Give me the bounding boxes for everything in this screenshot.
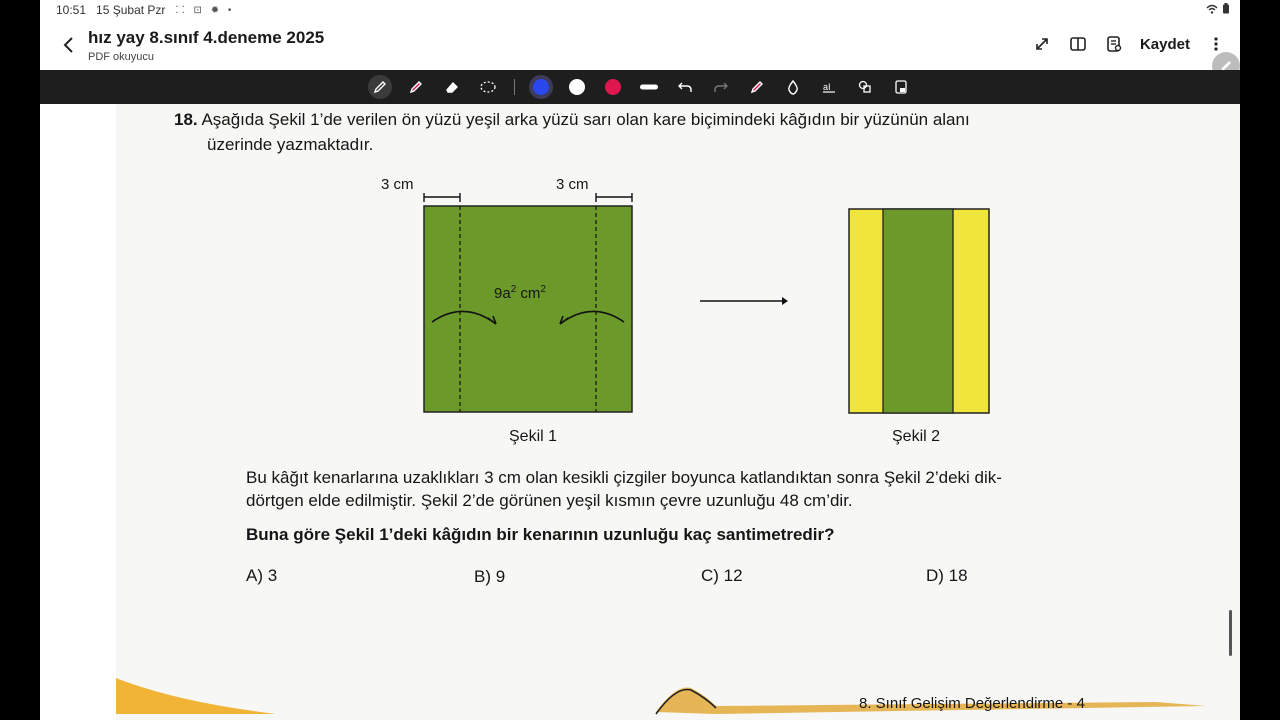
- area-unit-exponent: 2: [540, 284, 546, 295]
- color-swatch-red: [605, 79, 621, 95]
- choice-c[interactable]: C) 12: [701, 566, 743, 585]
- toolbar-divider: [514, 79, 515, 95]
- edit-document-button[interactable]: [1104, 33, 1124, 55]
- question-intro-line2: üzerinde yazmaktadır.: [207, 135, 374, 154]
- app-actions: [1032, 33, 1226, 55]
- choice-b[interactable]: B) 9: [474, 567, 506, 586]
- scrollbar-thumb[interactable]: [1229, 610, 1232, 656]
- svg-text:aI: aI: [822, 82, 831, 92]
- shapes-icon: [857, 79, 873, 95]
- pen-icon: [372, 79, 388, 95]
- color-red[interactable]: [601, 75, 625, 99]
- document-edit-icon: [1106, 35, 1122, 53]
- tool-lasso[interactable]: [476, 75, 500, 99]
- visible-green-part: [883, 209, 953, 413]
- color-blue[interactable]: [529, 75, 553, 99]
- pdf-page: [116, 104, 1240, 720]
- stroke-width-icon: [639, 83, 659, 91]
- text-tool-button[interactable]: [817, 75, 841, 99]
- color-swatch-white: [569, 79, 585, 95]
- question-prompt: Buna göre Şekil 1’deki kâğıdın bir kenarının uzunluğu kaç santimetredir?: [246, 525, 835, 544]
- redo-button[interactable]: [709, 75, 733, 99]
- undo-icon: [677, 80, 693, 94]
- figure-1-label: Şekil 1: [509, 428, 558, 445]
- stroke-width-button[interactable]: [637, 75, 661, 99]
- eraser-icon: [444, 79, 460, 95]
- question-intro-line1: Aşağıda Şekil 1’de verilen ön yüzü yeşil arka yüzü sarı olan kare biçimindeki kâğıdın bir yüzünün alanı: [201, 110, 970, 129]
- app-subtitle: PDF okuyucu: [88, 51, 155, 63]
- drop-icon: [786, 79, 800, 95]
- question-number: 18.: [174, 110, 198, 129]
- tool-highlighter[interactable]: [404, 75, 428, 99]
- document-title: hız yay 8.sınıf 4.deneme 2025: [88, 28, 325, 47]
- status-time: 10:51: [56, 3, 87, 17]
- drawing-toolbar: [40, 70, 1240, 104]
- pen-color-icon: [749, 79, 765, 95]
- battery-icon: [1222, 3, 1230, 14]
- undo-button[interactable]: [673, 75, 697, 99]
- color-swatch-blue: [533, 79, 549, 95]
- figure-2: [847, 207, 991, 415]
- expand-icon: [1034, 36, 1050, 52]
- area-exponent: 2: [510, 284, 517, 295]
- question-body-line2: dörtgen elde edilmiştir. Şekil 2’de görünen yeşil kısmın çevre uzunluğu 48 cm’dir.: [246, 491, 853, 510]
- area-unit: cm: [516, 285, 541, 302]
- shapes-button[interactable]: [853, 75, 877, 99]
- choice-d[interactable]: D) 18: [926, 566, 968, 585]
- figure-1: [380, 192, 640, 424]
- area-label: [494, 284, 546, 302]
- question-intro: [174, 110, 1184, 130]
- status-bar: [40, 0, 1240, 20]
- status-date: 15 Şubat Pzr: [96, 3, 166, 17]
- save-button[interactable]: Kaydet: [1139, 35, 1190, 53]
- tablet-screen: [40, 0, 1240, 720]
- wifi-icon: [1206, 4, 1218, 14]
- status-notification-icons: ⁚⁚ ⊡ ✹ •: [175, 4, 235, 16]
- transform-arrow: [698, 294, 790, 308]
- area-value: 9a: [494, 285, 511, 302]
- highlighter-icon: [408, 79, 424, 95]
- pen-settings-button[interactable]: [745, 75, 769, 99]
- text-icon: [821, 79, 837, 95]
- question-body-line1: Bu kâğıt kenarlarına uzaklıkları 3 cm olan kesikli çizgiler boyunca katlandıktan sonra Şekil 2’deki dik-: [246, 468, 1002, 487]
- back-button[interactable]: [58, 34, 78, 56]
- color-white[interactable]: [565, 75, 589, 99]
- lock-document-icon: [893, 79, 909, 95]
- footer-page-label: 8. Sınıf Gelişim Değerlendirme - 4: [859, 695, 1085, 712]
- app-bar: [40, 20, 1240, 70]
- dimension-right-label: 3 cm: [556, 176, 589, 193]
- more-vertical-icon: [1213, 36, 1219, 52]
- redo-icon: [713, 80, 729, 94]
- tool-eraser[interactable]: [440, 75, 464, 99]
- expand-button[interactable]: [1032, 33, 1052, 55]
- book-icon: [1069, 36, 1087, 52]
- figure-2-label: Şekil 2: [892, 428, 941, 445]
- dimension-left-label: 3 cm: [381, 176, 414, 193]
- choice-a[interactable]: A) 3: [246, 566, 278, 585]
- lock-button[interactable]: [889, 75, 913, 99]
- chevron-left-icon: [62, 36, 74, 54]
- tool-pen[interactable]: [368, 75, 392, 99]
- lasso-icon: [479, 80, 497, 94]
- green-square: [424, 206, 632, 412]
- status-right: [1206, 3, 1230, 14]
- shape-button[interactable]: [781, 75, 805, 99]
- book-view-button[interactable]: [1068, 33, 1088, 55]
